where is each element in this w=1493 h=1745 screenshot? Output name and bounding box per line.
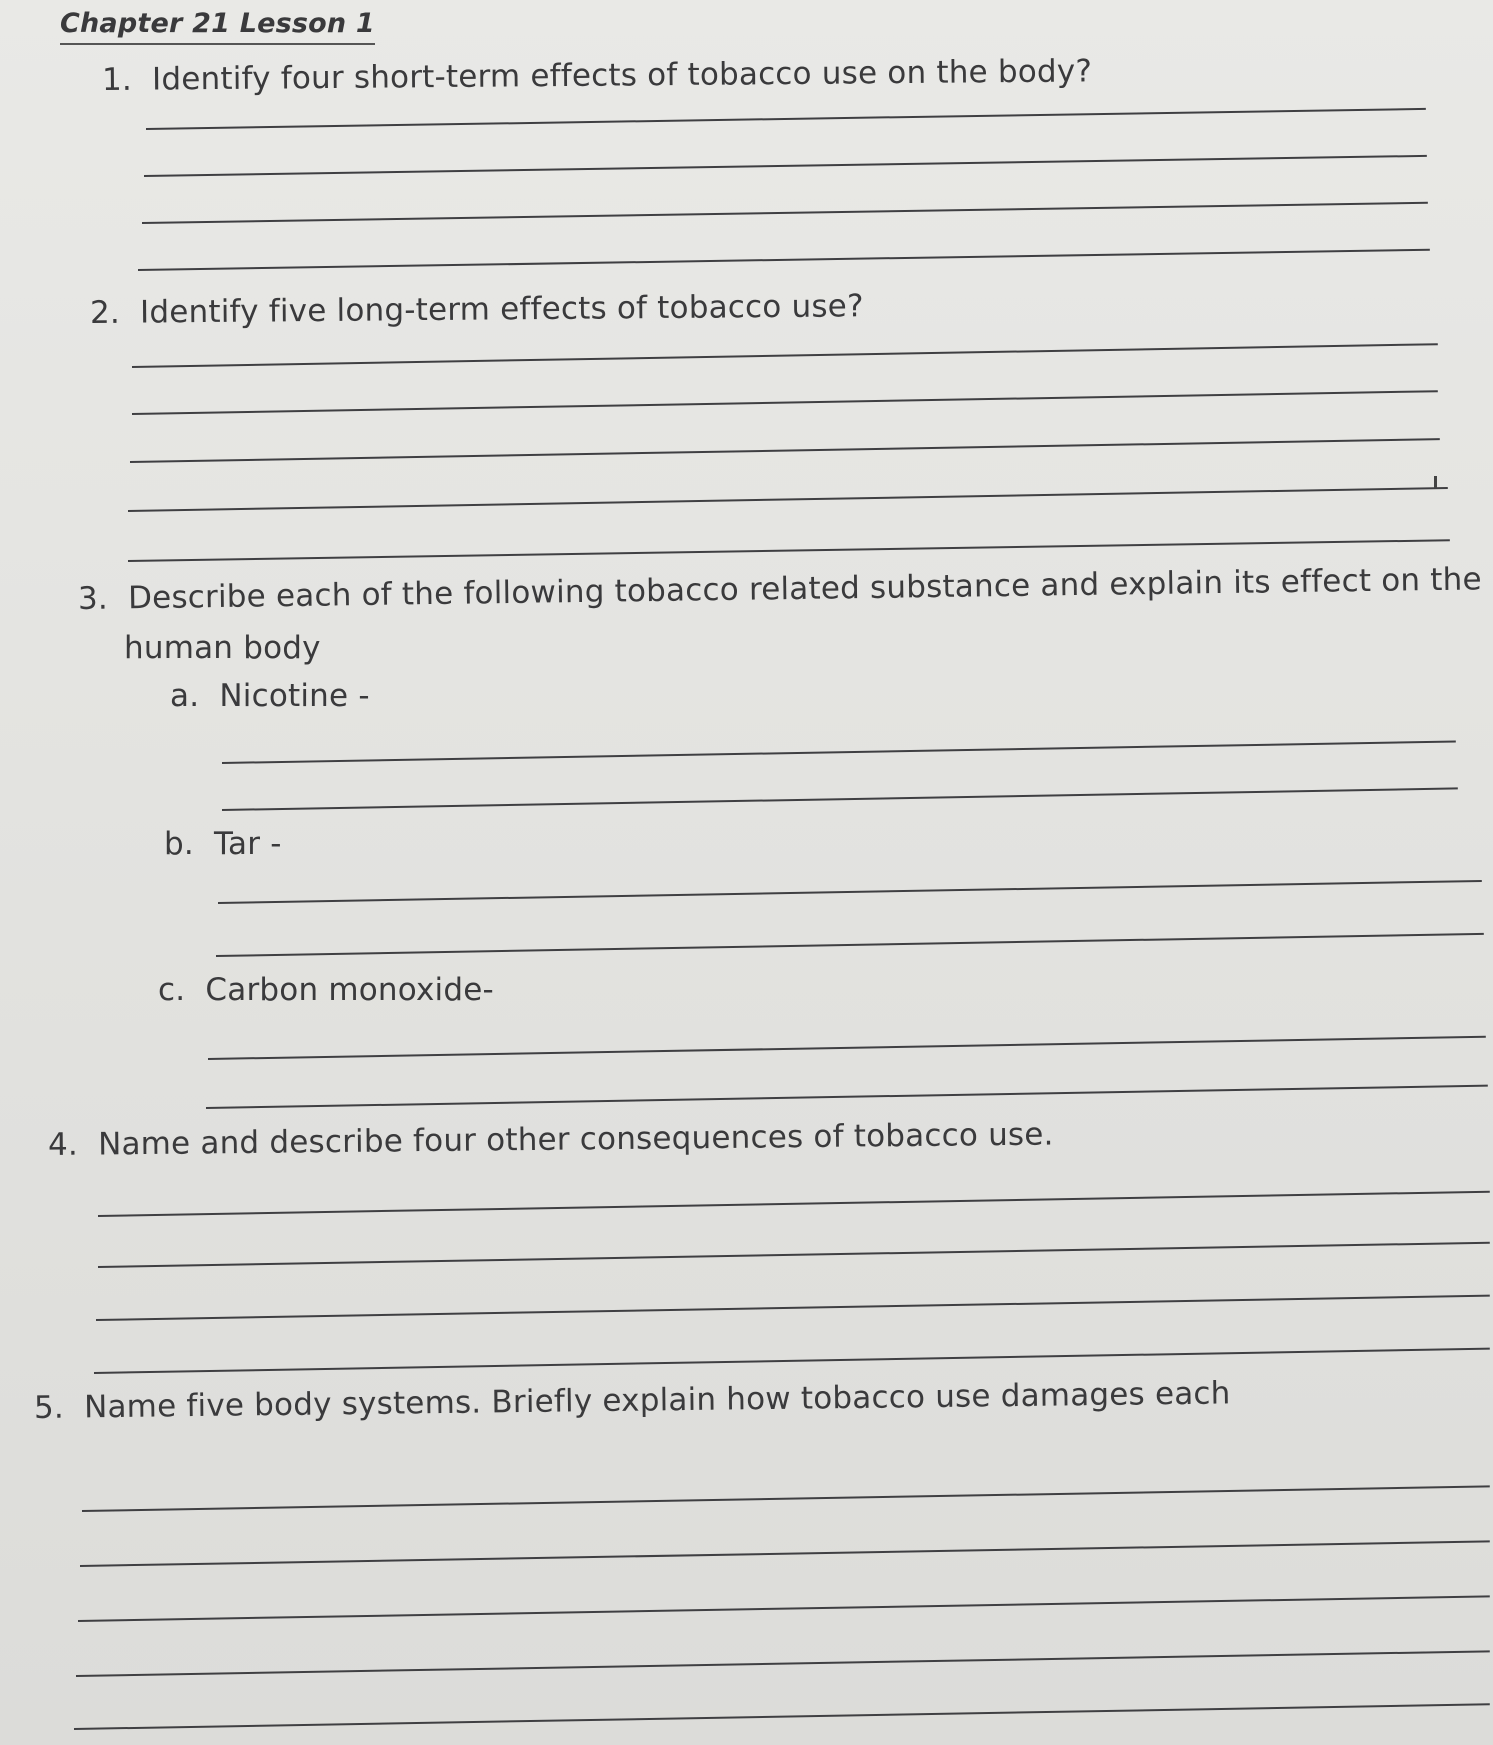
question-3a-letter: a. (170, 678, 200, 714)
question-3c-letter: c. (158, 972, 186, 1008)
question-3b-text: Tar - (214, 826, 282, 862)
question-5-text: Name five body systems. Briefly explain how tobacco use damages each (83, 1375, 1231, 1426)
answer-line[interactable] (82, 1485, 1490, 1512)
question-2-text: Identify five long-term effects of tobacco use? (139, 288, 864, 331)
answer-line[interactable] (206, 1085, 1488, 1109)
question-4 (48, 1116, 1054, 1163)
question-1-text: Identify four short-term effects of tobacco use on the body? (151, 53, 1093, 98)
answer-line[interactable] (74, 1703, 1490, 1730)
question-5-number: 5. (33, 1389, 65, 1426)
question-1-number: 1. (101, 61, 133, 98)
question-2-number: 2. (89, 294, 121, 331)
answer-line[interactable] (98, 1242, 1490, 1268)
answer-line[interactable] (96, 1295, 1490, 1321)
pencil-mark (1434, 476, 1437, 488)
page-title: Chapter 21 Lesson 1 (60, 6, 375, 45)
answer-line[interactable] (76, 1650, 1490, 1677)
question-4-text: Name and describe four other consequences of tobacco use. (97, 1116, 1054, 1163)
question-3-text-continued: human body (124, 630, 321, 666)
question-3b-letter: b. (164, 826, 194, 862)
question-3-number: 3. (77, 580, 109, 617)
answer-line[interactable] (132, 390, 1438, 415)
answer-line[interactable] (94, 1348, 1490, 1374)
question-3-text: Describe each of the following tobacco related substance and explain its effect on the (127, 561, 1483, 617)
answer-line[interactable] (146, 108, 1426, 130)
question-3 (78, 561, 1482, 617)
answer-line[interactable] (128, 539, 1450, 562)
question-3c (158, 972, 494, 1008)
answer-line[interactable] (142, 202, 1428, 224)
answer-line[interactable] (222, 740, 1456, 764)
answer-line[interactable] (80, 1540, 1490, 1567)
answer-line[interactable] (78, 1595, 1490, 1622)
answer-line[interactable] (218, 880, 1482, 904)
answer-line[interactable] (138, 249, 1430, 271)
question-1 (102, 53, 1092, 98)
question-2 (90, 288, 864, 331)
answer-line[interactable] (144, 155, 1427, 177)
answer-line[interactable] (222, 787, 1458, 811)
answer-line[interactable] (130, 438, 1440, 463)
answer-line[interactable] (216, 933, 1484, 957)
question-4-number: 4. (47, 1126, 79, 1163)
answer-line[interactable] (98, 1191, 1490, 1217)
question-3b (164, 826, 282, 862)
question-5 (34, 1375, 1231, 1426)
answer-line[interactable] (132, 343, 1438, 368)
answer-line[interactable] (208, 1036, 1486, 1060)
question-3a-text: Nicotine - (219, 678, 370, 714)
question-3c-text: Carbon monoxide- (205, 972, 494, 1008)
answer-line[interactable] (128, 487, 1448, 512)
question-3a (170, 678, 370, 714)
